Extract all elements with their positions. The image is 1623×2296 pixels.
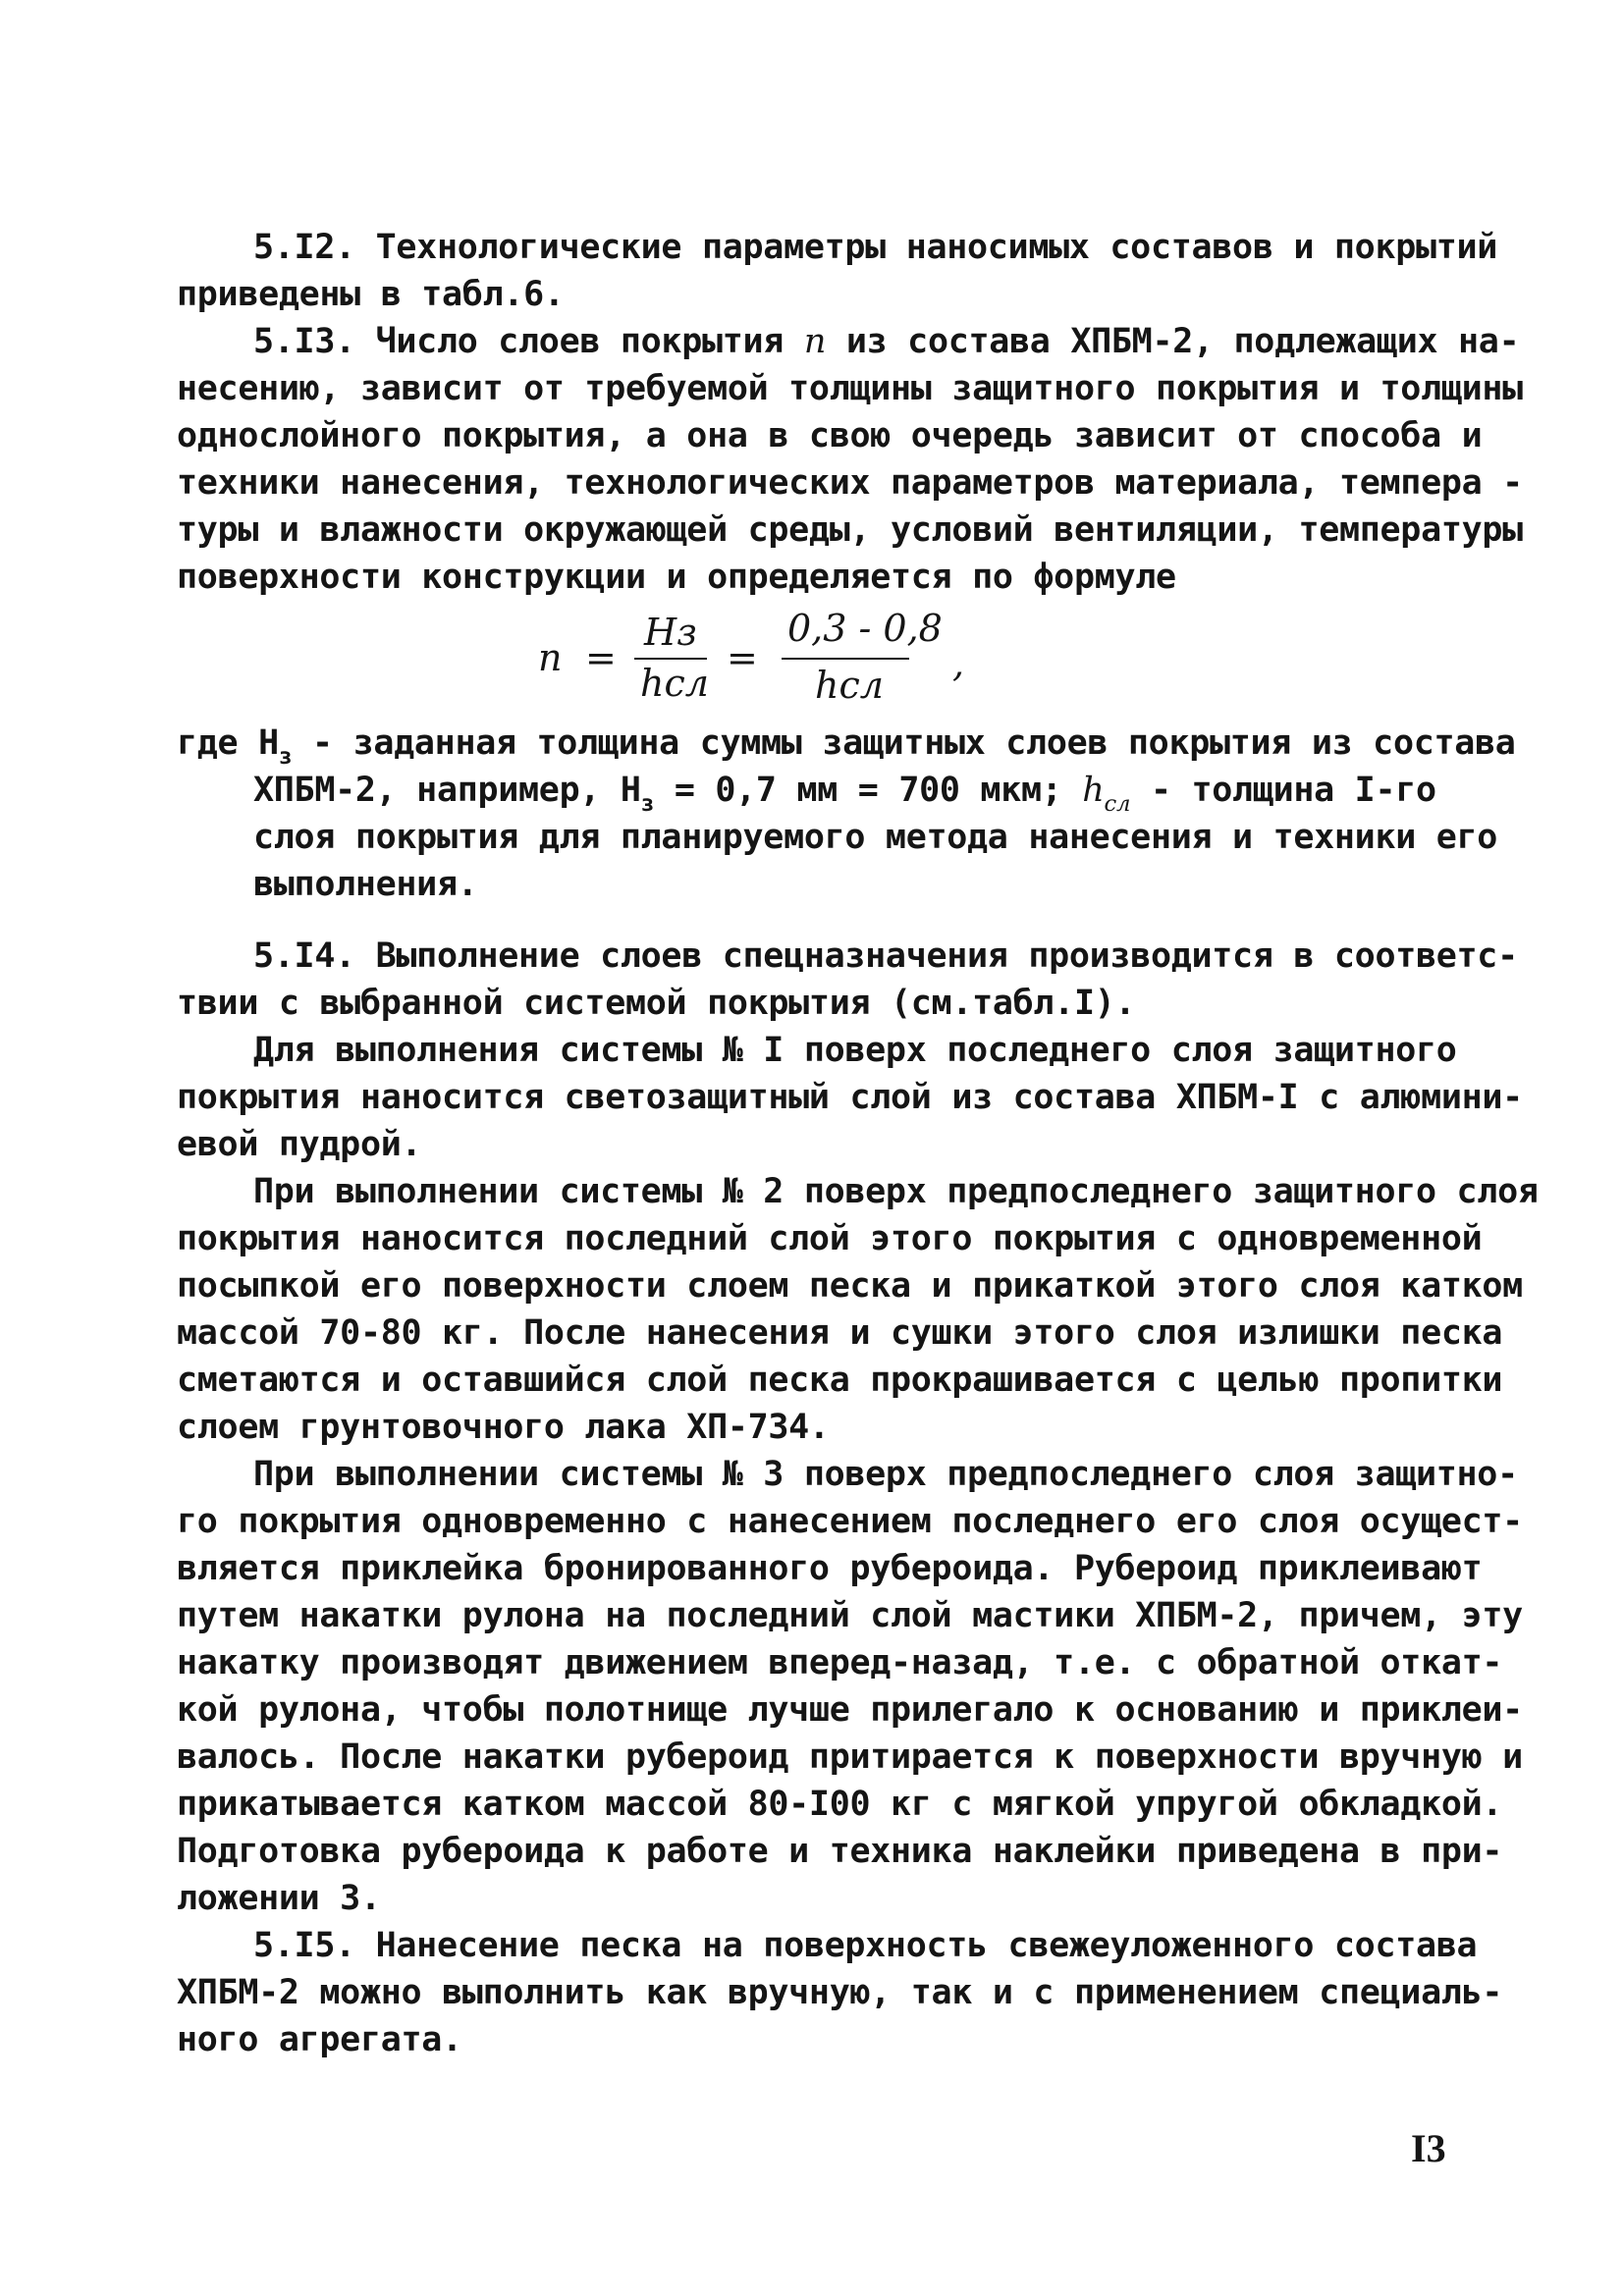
subscript: з [278,744,293,771]
text-run: = 0,7 мм = 700 мкм; [654,771,1083,810]
formula-denominator-1: hсл [640,662,709,705]
system-3-line-3: вляется приклейка бронированного рубероида. Рубероид приклеивают [177,1549,1483,1588]
para-5-13-line-1 [253,318,1520,365]
system-3-line-4: путем накатки рулона на последний слой мастики ХПБМ-2, причем, эту [177,1596,1523,1635]
para-5-13-line-6: поверхности конструкции и определяется по формуле [177,558,1176,597]
text-run: - заданная толщина суммы защитных слоев покрытия из состава [292,723,1516,763]
para-5-13-line-5: туры и влажности окружающей среды, условий вентиляции, температуры [177,510,1523,550]
system-2-line-1: При выполнении системы № 2 поверх предпоследнего защитного слоя [253,1172,1539,1211]
para-5-14-line-1: 5.I4. Выполнение слоев спецназначения производится в соответс- [253,936,1518,976]
system-2-line-6: слоем грунтовочного лака ХП-734. [177,1408,830,1447]
subscript: з [640,791,655,818]
where-line-2 [253,767,1436,818]
system-3-line-1: При выполнении системы № 3 поверх предпоследнего слоя защитно- [253,1455,1518,1494]
formula-eq-2: = [727,636,758,679]
system-3-line-9: Подготовка рубероида к работе и техника наклейки приведена в при- [177,1832,1503,1871]
formula-denominator-2: hсл [815,664,884,707]
text-run: из состава ХПБМ-2, подлежащих на- [826,322,1520,361]
system-3-line-10: ложении 3. [177,1879,381,1918]
system-1-line-3: евой пудрой. [177,1125,422,1164]
system-1-line-2: покрытия наносится светозащитный слой из состава ХПБМ-I с алюмини- [177,1078,1523,1117]
formula-numerator-2: 0,3 - 0,8 [787,607,943,650]
para-5-14-line-2: твии с выбранной системой покрытия (см.табл.I). [177,984,1136,1023]
para-5-12-line-2: приведены в табл.6. [177,275,565,314]
text-run: 5.I3. Число слоев покрытия [253,322,804,361]
system-2-line-3: посыпкой его поверхности слоем песка и прикаткой этого слоя катком [177,1266,1523,1306]
var-n: n [803,322,827,361]
fraction-bar-2 [782,658,909,660]
formula-numerator-1: Нз [644,611,697,654]
text-run: ХПБМ-2, например, Н [253,771,641,810]
system-3-line-2: го покрытия одновременно с нанесением последнего его слоя осущест- [177,1502,1523,1541]
system-2-line-4: массой 70-80 кг. После нанесения и сушки этого слоя излишки песка [177,1313,1503,1353]
para-5-15-line-1: 5.I5. Нанесение песка на поверхность свежеуложенного состава [253,1926,1478,1965]
formula [530,607,1001,715]
para-5-15-line-2: ХПБМ-2 можно выполнить как вручную, так и с применением специаль- [177,1973,1503,2012]
system-1-line-1: Для выполнения системы № I поверх последнего слоя защитного [253,1031,1457,1070]
subscript: сл [1104,791,1131,818]
formula-eq-1: = [585,636,617,679]
where-line-3: слоя покрытия для планируемого метода нанесения и техники его [253,818,1498,857]
fraction-bar-1 [634,658,707,660]
page-number: I3 [1411,2126,1446,2170]
system-2-line-2: покрытия наносится последний слой этого покрытия с одновременной [177,1219,1483,1258]
formula-comma: , [952,642,965,685]
para-5-15-line-3: ного агрегата. [177,2020,462,2059]
system-2-line-5: сметаются и оставшийся слой песка прокрашивается с целью пропитки [177,1361,1503,1400]
para-5-13-line-2: несению, зависит от требуемой толщины защитного покрытия и толщины [177,369,1523,408]
text-run: - толщина I-го [1130,771,1436,810]
para-5-13-line-4: техники нанесения, технологических параметров материала, темпера - [177,463,1523,503]
system-3-line-6: кой рулона, чтобы полотнище лучше прилегало к основанию и приклеи- [177,1690,1523,1730]
system-3-line-5: накатку производят движением вперед-назад, т.е. с обратной откат- [177,1643,1503,1682]
para-5-13-line-3: однослойного покрытия, а она в свою очередь зависит от способа и [177,416,1483,455]
var-h: h [1082,771,1105,810]
system-3-line-7: валось. После накатки рубероид притирается к поверхности вручную и [177,1737,1523,1777]
where-line-1 [177,720,1516,771]
para-5-12-line-1: 5.I2. Технологические параметры наносимых составов и покрытий [253,228,1498,267]
system-3-line-8: прикатывается катком массой 80-I00 кг с мягкой упругой обкладкой. [177,1785,1503,1824]
where-line-4: выполнения. [253,865,478,904]
text-run: где Н [177,723,279,763]
formula-lhs: n [538,636,563,679]
